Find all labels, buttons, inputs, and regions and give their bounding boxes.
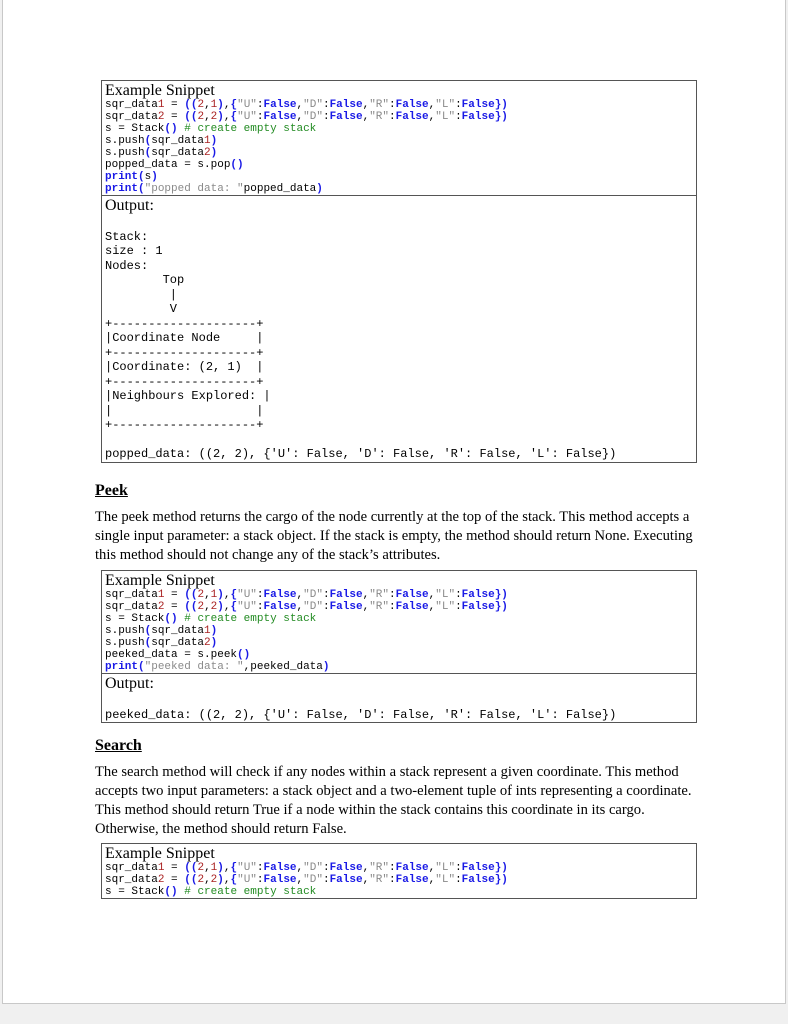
- output-label: Output:: [105, 197, 154, 214]
- code-line: sqr_data2 = ((2,2),{"U":False,"D":False,"R":False,"L":False}): [105, 601, 508, 613]
- code-block: [102, 862, 696, 898]
- code-line: s = Stack() # create empty stack: [105, 613, 317, 625]
- code-line: sqr_data1 = ((2,1),{"U":False,"D":False,"R":False,"L":False}): [105, 862, 508, 874]
- code-line: s.push(sqr_data2): [105, 637, 218, 649]
- code-block: [102, 589, 696, 673]
- peek-paragraph: The peek method returns the cargo of the node currently at the top of the stack. This method accepts a single input parameter: a stack object. If the stack is empty, the method should return None. Executing this method should not change any of the stack’s attributes.: [95, 509, 693, 563]
- code-line: s.push(sqr_data1): [105, 135, 218, 147]
- code-line: sqr_data1 = ((2,1),{"U":False,"D":False,"R":False,"L":False}): [105, 99, 508, 111]
- section-heading-peek: Peek: [95, 482, 128, 499]
- output-label: Output:: [105, 675, 154, 692]
- peek-example-box: [101, 570, 697, 723]
- code-line: sqr_data2 = ((2,2),{"U":False,"D":False,"R":False,"L":False}): [105, 874, 508, 886]
- section-heading-search: Search: [95, 737, 142, 754]
- code-line: print(s): [105, 171, 158, 183]
- code-line: sqr_data1 = ((2,1),{"U":False,"D":False,"R":False,"L":False}): [105, 589, 508, 601]
- output-text: Stack: size : 1 Nodes: Top | V +--------------------+ |Coordinate Node | +--------------------+ |Coordinate: (2, 1) | +--------------------+ |Neighbours Explored: | | | +--------------------+ popped_data: ((2, 2), {'U': False, 'D': False, 'R': False, 'L': False}): [105, 229, 617, 461]
- snippet-label: Example Snippet: [105, 572, 215, 589]
- code-line: s.push(sqr_data2): [105, 147, 218, 159]
- code-line: print("peeked data: ",peeked_data): [105, 661, 330, 673]
- code-block: [102, 99, 696, 195]
- code-line: sqr_data2 = ((2,2),{"U":False,"D":False,"R":False,"L":False}): [105, 111, 508, 123]
- code-line: s = Stack() # create empty stack: [105, 886, 317, 898]
- output-text: peeked_data: ((2, 2), {'U': False, 'D': False, 'R': False, 'L': False}): [105, 707, 617, 722]
- code-line: print("popped data: "popped_data): [105, 183, 323, 195]
- code-line: s.push(sqr_data1): [105, 625, 218, 637]
- snippet-label: Example Snippet: [105, 845, 215, 862]
- code-line: peeked_data = s.peek(): [105, 649, 251, 661]
- code-line: popped_data = s.pop(): [105, 159, 244, 171]
- pop-example-box: [101, 80, 697, 463]
- search-example-box: [101, 843, 697, 899]
- code-line: s = Stack() # create empty stack: [105, 123, 317, 135]
- snippet-label: Example Snippet: [105, 82, 215, 99]
- search-paragraph: The search method will check if any nodes within a stack represent a given coordinate. This method accepts two input parameters: a stack object and a two-element tuple of ints representing a coordinate. This method should return True if a node within the stack contains this coordinate in its cargo. Otherwise, the method should return False.: [95, 764, 692, 837]
- document-page: [2, 0, 786, 1004]
